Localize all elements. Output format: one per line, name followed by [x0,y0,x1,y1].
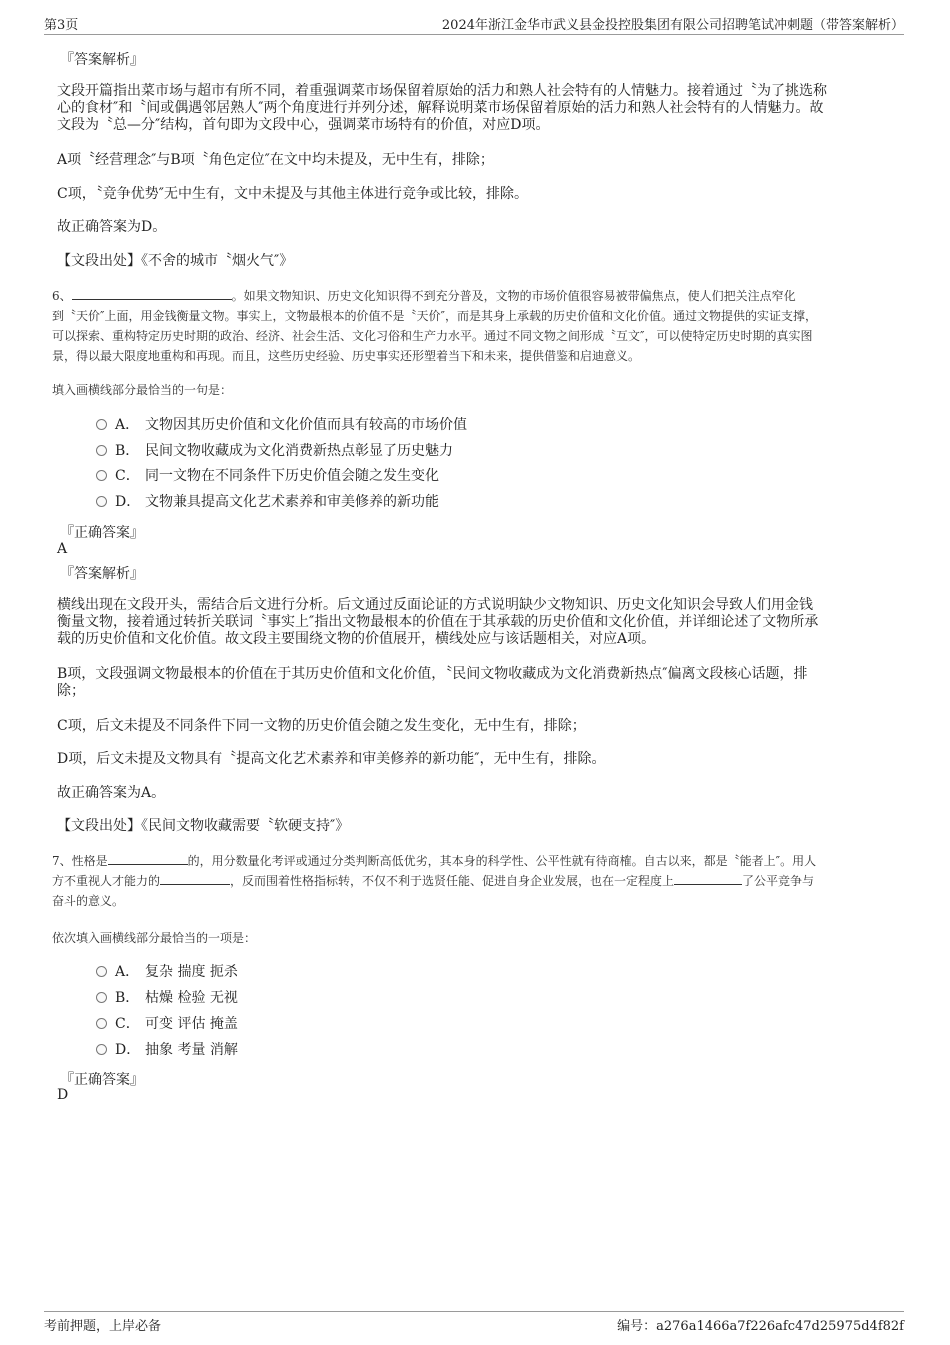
question-6-stem [52,286,897,366]
text-line: 到〝天价″上面，用金钱衡量文物。事实上，文物最根本的价值不是〝天价″，而是其身上承载的历史价值和文化价值。通过文物提供的实证支撑， [52,309,817,323]
option-letter: D． [115,494,141,510]
text-line: 奋斗的意义。 [52,894,125,908]
source-citation: 【文段出处】《民间文物收藏需要〝软硬支持″》 [57,818,350,834]
analysis-paragraph [57,597,892,648]
option-b[interactable] [96,988,238,1008]
answer-blank [674,872,742,885]
option-text: 可变 评估 掩盖 [145,1016,238,1032]
question-prompt: 填入画横线部分最恰当的一句是： [52,383,233,397]
option-letter: A． [115,417,140,433]
option-text: 抽象 考量 消解 [145,1042,238,1058]
option-text: 同一文物在不同条件下历史价值会随之发生变化 [145,468,439,484]
question-number: 7、 [52,854,72,868]
text-line: 景，得以最大限度地重构和再现。而且，这些历史经验、历史事实还形塑着当下和未来，提供借鉴和启迪意义。 [52,349,641,363]
page-number: 第3页 [44,18,79,33]
text-line: 横线出现在文段开头，需结合后文进行分析。后文通过反面论证的方式说明缺少文物知识、历史文化知识会导致人们用金钱 [57,597,813,613]
radio-button[interactable] [96,419,107,430]
option-letter: C． [115,1016,140,1032]
analysis-tag: 『答案解析』 [60,52,144,68]
option-a[interactable] [96,415,467,435]
question-number: 6、 [52,289,72,303]
analysis-tag: 『答案解析』 [60,566,144,582]
document-title: 2024年浙江金华市武义县金投控股集团有限公司招聘笔试冲刺题（带答案解析） [441,18,904,33]
option-text: 复杂 揣度 扼杀 [145,964,238,980]
analysis-conclusion: 故正确答案为A。 [57,785,166,801]
text-line: 。如果文物知识、历史文化知识得不到充分普及，文物的市场价值很容易被带偏焦点，使人们把关注点窄化 [231,289,796,303]
option-c[interactable] [96,466,439,486]
answer-blank [160,872,230,885]
text-line: 除； [57,683,85,699]
radio-button[interactable] [96,496,107,507]
text-fragment: 性格是 [71,854,108,868]
radio-button[interactable] [96,1044,107,1055]
option-d[interactable] [96,1040,238,1060]
correct-answer-tag: 『正确答案』 [60,1072,144,1088]
page-footer [44,1311,904,1338]
answer-blank [108,852,188,865]
analysis-paragraph: A项〝经营理念″与B项〝角色定位″在文中均未提及，无中生有，排除； [57,152,494,168]
footer-slogan: 考前押题，上岸必备 [44,1319,162,1334]
text-line: 衡量文物，接着通过转折关联词〝事实上″指出文物最根本的价值在于其承载的历史价值和文化价值，并详细论述了文物所承 [57,614,819,630]
option-text: 民间文物收藏成为文化消费新热点彰显了历史魅力 [145,443,453,459]
analysis-paragraph [57,83,892,134]
option-letter: A． [115,964,140,980]
option-letter: B． [115,990,140,1006]
text-line: 文段为〝总—分″结构，首句即为文段中心，强调菜市场特有的价值，对应D项。 [57,117,550,133]
question-7-stem [52,851,897,911]
radio-button[interactable] [96,470,107,481]
option-b[interactable] [96,441,453,461]
radio-button[interactable] [96,1018,107,1029]
text-fragment: 方不重视人才能力的 [52,874,161,888]
analysis-conclusion: 故正确答案为D。 [57,219,167,235]
text-line: 可以探索、重构特定历史时期的政治、经济、社会生活、文化习俗和生产力水平。通过不同文物之间形成〝互文″，可以使特定历史时期的真实图 [52,329,813,343]
text-fragment: 了公平竞争与 [742,874,815,888]
text-line: B项，文段强调文物最根本的价值在于其历史价值和文化价值，〝民间文物收藏成为文化消费新热点″偏离文段核心话题，排 [57,666,808,682]
document-id: 编号：a276a1466a7f226afc47d25975d4f82f [617,1319,904,1334]
text-fragment: 的，用分数量化考评或通过分类判断高低优劣，其本身的科学性、公平性就有待商榷。自古以来，都是〝能者上″。用人 [187,854,817,868]
analysis-paragraph: C项，〝竞争优势″无中生有，文中未提及与其他主体进行竞争或比较，排除。 [57,186,528,202]
page-header [44,14,904,35]
radio-button[interactable] [96,445,107,456]
option-c[interactable] [96,1014,238,1034]
text-fragment: ，反而围着性格指标转，不仅不利于选贤任能、促进自身企业发展，也在一定程度上 [230,874,675,888]
analysis-paragraph [57,666,892,700]
correct-answer: A [57,541,68,557]
option-text: 文物因其历史价值和文化价值而具有较高的市场价值 [145,417,467,433]
answer-blank [72,287,232,300]
option-text: 枯燥 检验 无视 [145,990,238,1006]
correct-answer: D [57,1087,69,1103]
analysis-paragraph: D项，后文未提及文物具有〝提高文化艺术素养和审美修养的新功能″，无中生有，排除。 [57,751,606,767]
text-line: 心的食材″和〝间或偶遇邻居熟人″两个角度进行并列分述，解释说明菜市场保留着原始的活力和熟人社会特有的人情魅力。故 [57,100,824,116]
option-d[interactable] [96,492,439,512]
correct-answer-tag: 『正确答案』 [60,525,144,541]
radio-button[interactable] [96,966,107,977]
option-letter: B． [115,443,140,459]
analysis-paragraph: C项，后文未提及不同条件下同一文物的历史价值会随之发生变化，无中生有，排除； [57,718,586,734]
radio-button[interactable] [96,992,107,1003]
source-citation: 【文段出处】《不舍的城市〝烟火气″》 [57,253,294,269]
option-a[interactable] [96,962,238,982]
text-line: 载的历史价值和文化价值。故文段主要围绕文物的价值展开，横线处应与该话题相关，对应A项。 [57,631,656,647]
text-line: 文段开篇指出菜市场与超市有所不同，着重强调菜市场保留着原始的活力和熟人社会特有的人情魅力。接着通过〝为了挑选称 [57,83,827,99]
question-prompt: 依次填入画横线部分最恰当的一项是： [52,931,257,945]
option-text: 文物兼具提高文化艺术素养和审美修养的新功能 [145,494,439,510]
option-letter: D． [115,1042,141,1058]
option-letter: C． [115,468,140,484]
